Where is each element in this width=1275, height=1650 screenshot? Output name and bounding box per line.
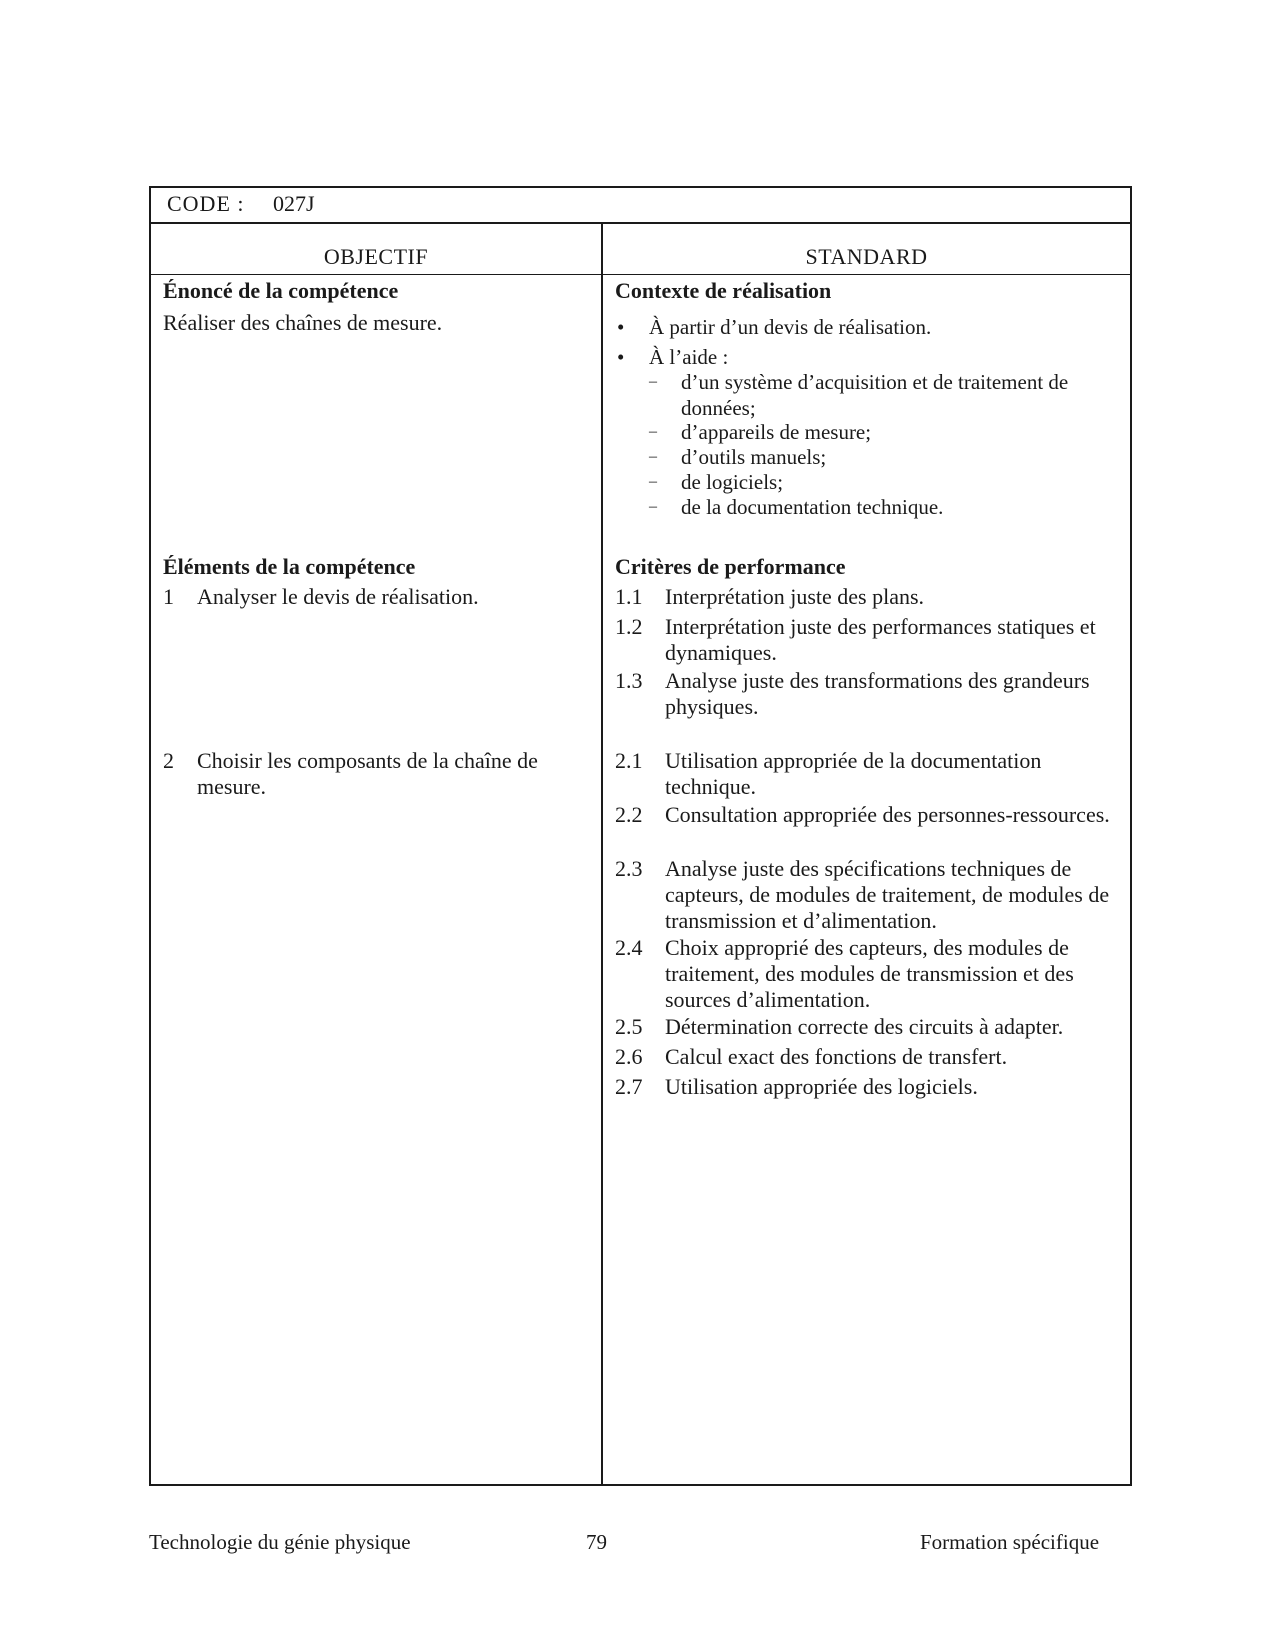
dash-icon: –: [649, 473, 657, 490]
element-text: Analyser le devis de réalisation.: [197, 584, 479, 609]
criterion-text: Analyse juste des spécifications techniques de capteurs, de modules de traitement, de modules de transmission et d’alimentation.: [665, 856, 1110, 933]
criterion-number: 2.3: [615, 856, 643, 881]
dash-text: de logiciels;: [681, 470, 784, 494]
criterion-number: 2.1: [615, 748, 643, 773]
criterion-number: 1.1: [615, 584, 643, 609]
footer-section: Formation spécifique: [920, 1530, 1100, 1554]
criterion-number: 1.2: [615, 614, 643, 639]
bullet-text: À l’aide :: [649, 345, 729, 369]
elements-heading: Éléments de la compétence: [163, 554, 416, 579]
dash-icon: –: [649, 423, 657, 440]
criterion-number: 2.7: [615, 1074, 643, 1099]
criterion-number: 1.3: [615, 668, 643, 693]
criterion-number: 2.5: [615, 1014, 643, 1039]
dash-text: d’un système d’acquisition et de traitement de données;: [681, 370, 1069, 420]
dash-text: d’appareils de mesure;: [681, 420, 872, 444]
criterion-number: 2.2: [615, 802, 643, 827]
criterion-text: Consultation appropriée des personnes-ressources.: [665, 802, 1110, 827]
element-number: 1: [163, 584, 174, 609]
enonce-heading: Énoncé de la compétence: [163, 278, 399, 303]
code-row: [151, 188, 1130, 224]
competency-table: [149, 186, 1132, 1486]
criterion-number: 2.6: [615, 1044, 643, 1069]
dash-icon: –: [649, 373, 657, 390]
bullet-icon: •: [617, 315, 625, 339]
element-number: 2: [163, 748, 174, 773]
bullet-icon: •: [617, 345, 625, 369]
criterion-text: Utilisation appropriée de la documentation technique.: [665, 748, 1042, 799]
criterion-number: 2.4: [615, 935, 643, 960]
criteres-heading: Critères de performance: [615, 554, 846, 579]
page-number: 79: [586, 1530, 607, 1554]
criterion-text: Calcul exact des fonctions de transfert.: [665, 1044, 1008, 1069]
criterion-text: Détermination correcte des circuits à adapter.: [665, 1014, 1064, 1039]
contexte-heading: Contexte de réalisation: [615, 278, 832, 303]
criterion-text: Analyse juste des transformations des grandeurs physiques.: [665, 668, 1090, 719]
enonce-text: Réaliser des chaînes de mesure.: [163, 310, 443, 335]
element-text: Choisir les composants de la chaîne de mesure.: [197, 748, 538, 799]
footer-program: Technologie du génie physique: [149, 1530, 411, 1554]
code-label: CODE :: [167, 191, 245, 216]
criterion-text: Interprétation juste des performances statiques et dynamiques.: [665, 614, 1096, 665]
dash-icon: –: [649, 448, 657, 465]
dash-text: de la documentation technique.: [681, 495, 944, 519]
header-standard: STANDARD: [805, 244, 928, 269]
header-divider: [151, 274, 1130, 275]
bullet-text: À partir d’un devis de réalisation.: [649, 315, 932, 339]
header-objectif: OBJECTIF: [323, 244, 429, 269]
criterion-text: Utilisation appropriée des logiciels.: [665, 1074, 978, 1099]
dash-text: d’outils manuels;: [681, 445, 827, 469]
code-value: 027J: [273, 191, 315, 216]
criterion-text: Interprétation juste des plans.: [665, 584, 925, 609]
criterion-text: Choix approprié des capteurs, des modules de traitement, des modules de transmission et des sources d’alimentation.: [665, 935, 1074, 1012]
column-divider: [601, 224, 603, 1484]
dash-icon: –: [649, 498, 657, 515]
